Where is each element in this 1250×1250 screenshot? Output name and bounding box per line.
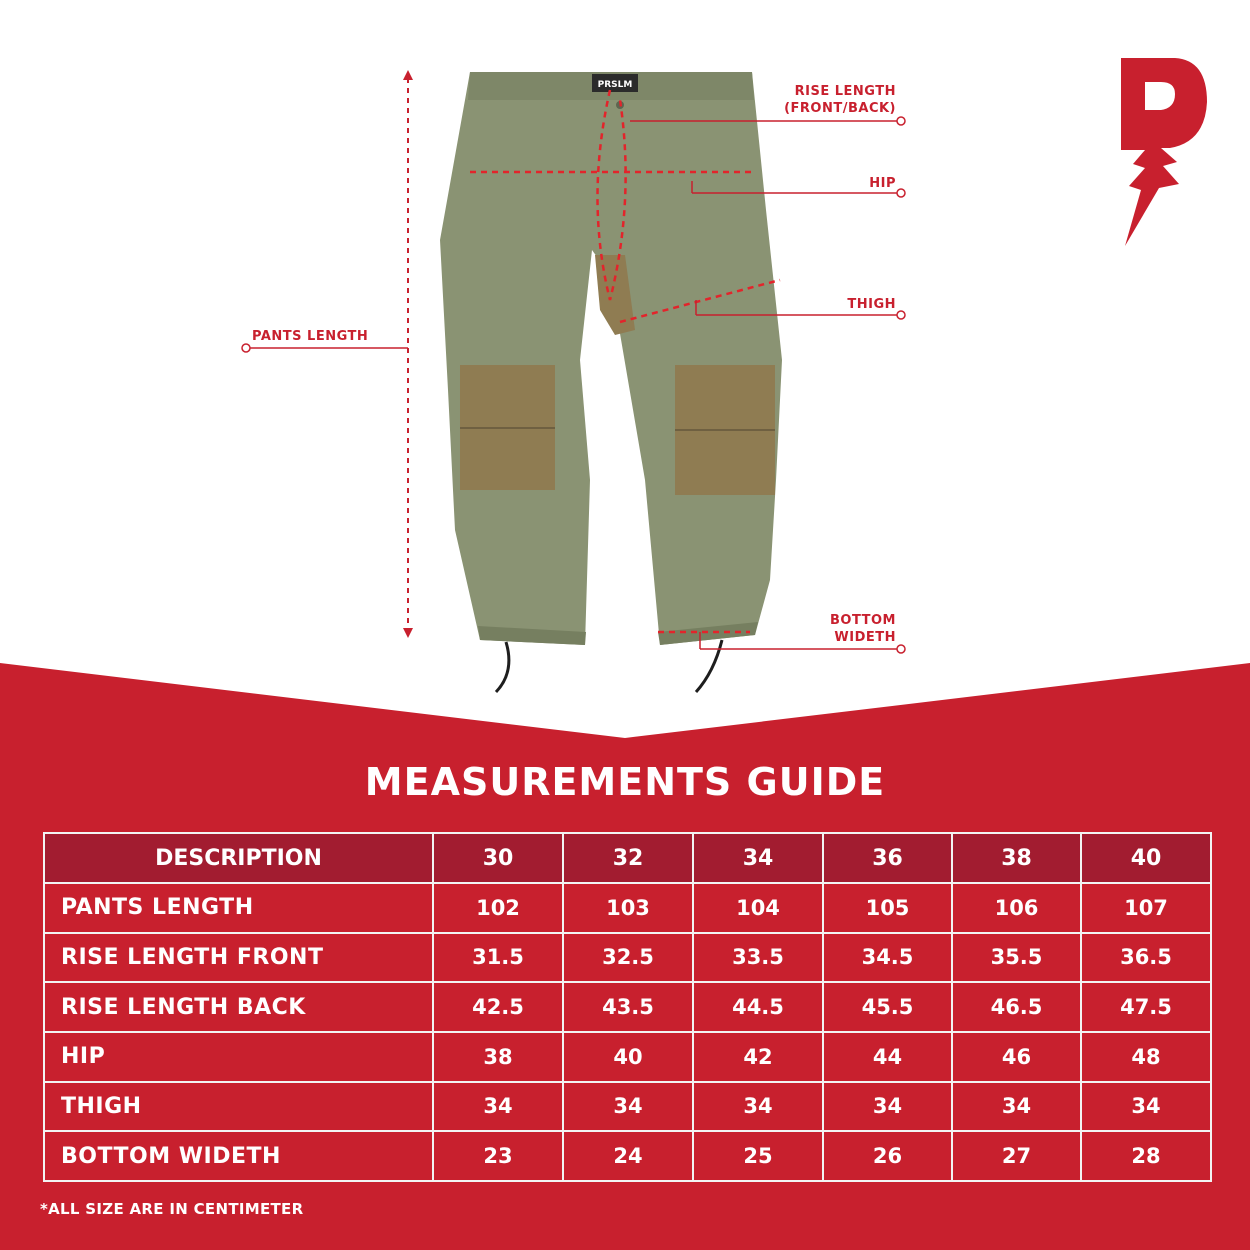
header-size: 32 (563, 833, 693, 883)
table-cell: 40 (563, 1032, 693, 1082)
table-cell: 106 (952, 883, 1081, 933)
row-label: BOTTOM WIDETH (44, 1131, 433, 1181)
size-table (43, 832, 1212, 1182)
header-size: 34 (693, 833, 823, 883)
label-rise-length (770, 83, 896, 117)
table-cell: 24 (563, 1131, 693, 1181)
table-cell: 102 (433, 883, 563, 933)
table-cell: 107 (1081, 883, 1211, 933)
table-row (44, 982, 1211, 1032)
row-label: RISE LENGTH BACK (44, 982, 433, 1032)
table-cell: 34 (1081, 1082, 1211, 1132)
table-cell: 33.5 (693, 933, 823, 983)
table-cell: 104 (693, 883, 823, 933)
size-table-header-row (44, 833, 1211, 883)
table-cell: 23 (433, 1131, 563, 1181)
table-row (44, 1082, 1211, 1132)
table-cell: 26 (823, 1131, 952, 1181)
label-bottom-wideth (800, 612, 896, 646)
label-bottom-line2: WIDETH (834, 630, 896, 645)
header-size: 40 (1081, 833, 1211, 883)
table-cell: 34 (693, 1082, 823, 1132)
table-cell: 43.5 (563, 982, 693, 1032)
row-label: PANTS LENGTH (44, 883, 433, 933)
table-cell: 44.5 (693, 982, 823, 1032)
table-cell: 36.5 (1081, 933, 1211, 983)
label-hip: HIP (869, 176, 896, 191)
table-cell: 46 (952, 1032, 1081, 1082)
table-cell: 105 (823, 883, 952, 933)
table-cell: 103 (563, 883, 693, 933)
label-rise-line1: RISE LENGTH (794, 84, 896, 99)
measurements-guide-title: MEASUREMENTS GUIDE (364, 760, 886, 804)
label-pants-length: PANTS LENGTH (252, 329, 369, 344)
table-cell: 38 (433, 1032, 563, 1082)
row-label: RISE LENGTH FRONT (44, 933, 433, 983)
table-cell: 42 (693, 1032, 823, 1082)
header-description: DESCRIPTION (44, 833, 433, 883)
table-cell: 47.5 (1081, 982, 1211, 1032)
table-cell: 31.5 (433, 933, 563, 983)
table-cell: 46.5 (952, 982, 1081, 1032)
row-label: THIGH (44, 1082, 433, 1132)
table-cell: 27 (952, 1131, 1081, 1181)
table-cell: 34 (433, 1082, 563, 1132)
table-cell: 32.5 (563, 933, 693, 983)
header-size: 36 (823, 833, 952, 883)
table-cell: 34 (823, 1082, 952, 1132)
label-bottom-line1: BOTTOM (830, 613, 896, 628)
table-row (44, 1131, 1211, 1181)
table-cell: 34 (563, 1082, 693, 1132)
table-cell: 35.5 (952, 933, 1081, 983)
table-cell: 45.5 (823, 982, 952, 1032)
unit-note: *ALL SIZE ARE IN CENTIMETER (40, 1200, 304, 1218)
label-rise-line2: (FRONT/BACK) (784, 101, 896, 116)
table-cell: 44 (823, 1032, 952, 1082)
table-row (44, 933, 1211, 983)
row-label: HIP (44, 1032, 433, 1082)
table-cell: 28 (1081, 1131, 1211, 1181)
label-thigh: THIGH (847, 297, 896, 312)
table-cell: 34 (952, 1082, 1081, 1132)
header-size: 38 (952, 833, 1081, 883)
table-row (44, 883, 1211, 933)
table-cell: 42.5 (433, 982, 563, 1032)
table-cell: 34.5 (823, 933, 952, 983)
table-cell: 25 (693, 1131, 823, 1181)
pants-tag-text: PRSLM (597, 80, 633, 90)
table-row (44, 1032, 1211, 1082)
table-cell: 48 (1081, 1032, 1211, 1082)
header-size: 30 (433, 833, 563, 883)
